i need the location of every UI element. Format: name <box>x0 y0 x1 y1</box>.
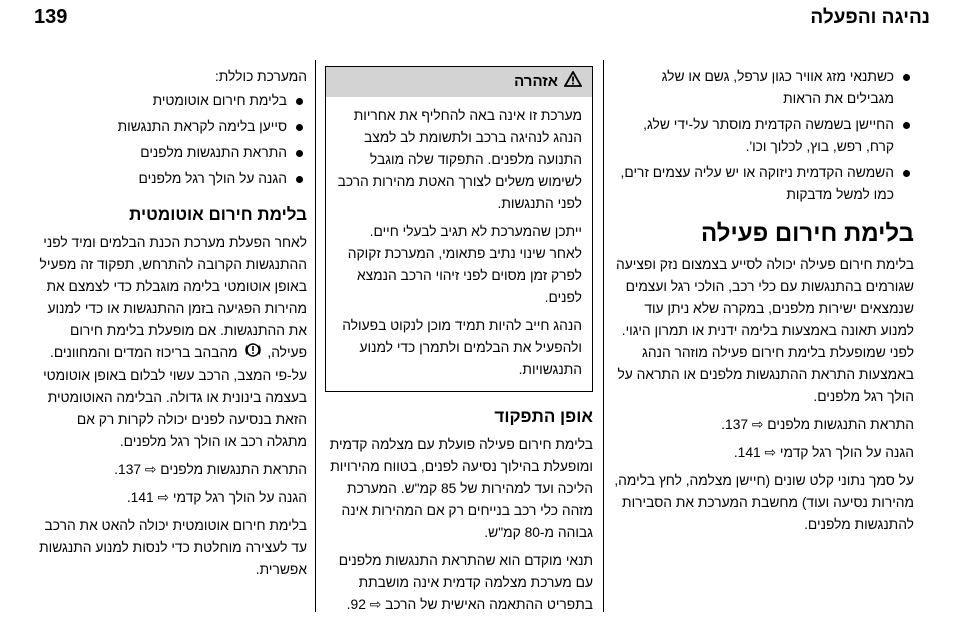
warning-title: אזהרה <box>514 73 558 90</box>
warning-header <box>326 67 592 97</box>
warning-body <box>326 97 592 391</box>
list-item: התראת התנגשות מלפנים <box>35 142 307 164</box>
paragraph: הגנה על הולך רגל קדמי ⇨ 141. <box>733 445 914 460</box>
reference-line: הגנה על הולך רגל קדמי ⇨ 141. <box>126 490 307 505</box>
paragraph: על סמך נתוני קלט שונים (חיישן מצלמה, לחץ בלימה, מהירות נסיעה ועוד) מחשבת המערכת את הסבירות להתנגשות מלפנים. <box>614 473 914 532</box>
paragraph: בלימת חירום פעילה פועלת עם מצלמה קדמית ומופעלת בהילוך נסיעה לפנים, בטווח מהירויות הליכה ועד למהירות של 85 קמ"ש. המערכת מזהה כלי רכב בנייחים רק אם המהירות אינה גבוהה מ-80 קמ"ש. <box>329 437 593 540</box>
section-title-automatic-emergency-braking: בלימת חירום אוטומטית <box>129 205 307 224</box>
paragraph: בלימת חירום פעילה יכולה לסייע בצמצום נזק ופציעה שגורמים בהתנגשות עם כלי רכב, הולכי רגל ועצמים שנמצאים ישירות מלפנים, במקרה שלא ניתן עוד למנוע תאונה באמצעות בלימה ידנית או תמרון היגוי. לפני שמופעלת בלימת חירום פעילה מוזהר הנהג באמצעות התראת ההתנגשות מלפנים או התראה על הולך רגל מלפנים. <box>616 257 914 404</box>
system-components-list <box>35 90 307 190</box>
reference-line: התראת התנגשות מלפנים ⇨ 137. <box>114 462 307 477</box>
middle-column <box>325 66 593 622</box>
list-item: כשתנאי מזג אוויר כגון ערפל, גשם או שלג מגבילים את הראות <box>614 66 914 110</box>
warning-paragraph: הנהג חייב להיות תמיד מוכן לנקוט בפעולה ולהפעיל את הבלמים ולתמרן כדי למנוע התנגשויות. <box>342 318 582 377</box>
warning-paragraph: מערכת זו אינה באה להחליף את אחריות הנהג לנהיגה ברכב ולתשומת לב למצב התנועה מלפנים. התפקוד שלה מוגבל לשימוש משלים לצורך האטת מהירות הרכב לפני התנגשות. <box>337 108 582 211</box>
list-item: סייען בלימה לקראת התנגשות <box>35 116 307 138</box>
paragraph: התראת התנגשות מלפנים ⇨ 137. <box>721 417 914 432</box>
page-number: 139 <box>34 6 68 28</box>
warning-triangle-icon <box>564 71 582 94</box>
warning-box <box>325 66 593 392</box>
left-column <box>35 66 307 587</box>
paragraph: בלימת חירום אוטומטית יכולה להאט את הרכב עד לעצירה מוחלטת כדי לנסות למנוע התנגשות אפשרית. <box>39 518 307 577</box>
section-title-function: אופן התפקוד <box>494 407 593 426</box>
page-header-title: נהיגה והפעלה <box>810 7 930 28</box>
brake-warning-icon <box>245 342 261 365</box>
section-title-active-emergency-braking: בלימת חירום פעילה <box>701 220 914 247</box>
column-divider-left <box>315 60 316 612</box>
list-item: בלימת חירום אוטומטית <box>35 90 307 112</box>
list-item: השמשה הקדמית ניזוקה או יש עליה עצמים זרים, כמו למשל מדבקות <box>614 162 914 206</box>
paragraph-text: מהבהב בריכוז המדים והמחוונים. על-פי המצב, הרכב עשוי לבלום באופן אוטומטי בעצמה בינונית או גדולה. הבלימה האוטומטית הזאת בנסיעה לפנים יכולה לקרות רק אם מתגלה רכב או הולך רגל מלפנים. <box>43 345 307 449</box>
warning-paragraph: ייתכן שהמערכת לא תגיב לבעלי חיים. לאחר שינוי נתיב פתאומי, המערכת זקוקה לפרק זמן מסוים לפני זיהוי הרכב הנמצא לפנים. <box>347 224 582 305</box>
list-item: החיישן בשמשה הקדמית מוסתר על-ידי שלג, קרח, רפש, בוץ, לכלוך וכו'. <box>614 114 914 158</box>
column-divider-right <box>603 60 604 612</box>
paragraph: תנאי מוקדם הוא שהתראת התנגשות מלפנים עם מערכת מצלמה קדמית אינה מושבתת בתפריט ההתאמה האישית של הרכב ⇨ 92. <box>338 553 593 612</box>
paragraph-text: לאחר הפעלת מערכת הכנת הבלמים ומיד לפני ההתנגשות הקרובה להתרחש, תפקוד זה מפעיל באופן אוטומטי בלימה מוגבלת כדי לצמצם את מהירות הפגיעה בזמן ההתנגשות או כדי למנוע את ההתנגשות. אם מופעלת בלימת חירום פעילה, <box>39 235 307 361</box>
system-intro: המערכת כוללת: <box>214 69 307 84</box>
right-column <box>614 66 914 542</box>
paragraph <box>35 232 307 453</box>
list-item: הגנה על הולך רגל מלפנים <box>35 168 307 190</box>
conditions-list <box>614 66 914 206</box>
